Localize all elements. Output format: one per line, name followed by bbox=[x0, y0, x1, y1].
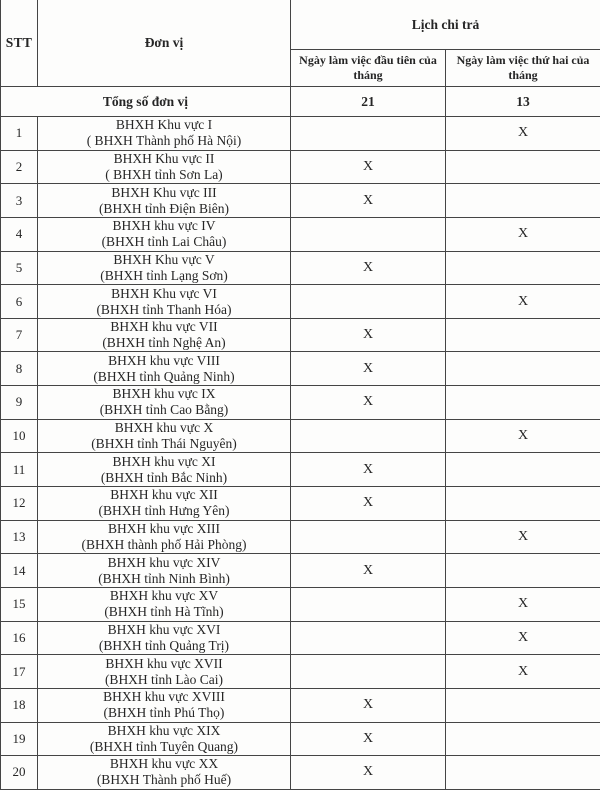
unit-cell bbox=[38, 386, 291, 420]
row-index: 10 bbox=[1, 420, 38, 454]
first-day-mark bbox=[291, 655, 446, 689]
unit-subname: (BHXH tỉnh Quảng Ninh) bbox=[93, 368, 235, 384]
unit-cell bbox=[38, 117, 291, 151]
unit-subname: (BHXH tỉnh Hà Tĩnh) bbox=[104, 604, 224, 620]
unit-name: BHXH khu vực IX bbox=[112, 386, 216, 402]
row-index: 11 bbox=[1, 453, 38, 487]
unit-subname: (BHXH tỉnh Lạng Sơn) bbox=[100, 267, 228, 283]
column-header-second-working-day: Ngày làm việc thứ hai của tháng bbox=[446, 50, 600, 87]
unit-subname: (BHXH tỉnh Cao Bằng) bbox=[99, 402, 229, 418]
unit-subname: (BHXH tỉnh Quảng Trị) bbox=[98, 637, 230, 653]
unit-name: BHXH khu vực XVII bbox=[105, 655, 223, 671]
first-day-mark: X bbox=[291, 252, 446, 286]
unit-subname: (BHXH tỉnh Lào Cai) bbox=[104, 671, 224, 687]
unit-cell bbox=[38, 487, 291, 521]
second-day-mark: X bbox=[446, 622, 600, 656]
row-index: 7 bbox=[1, 319, 38, 353]
row-index: 4 bbox=[1, 218, 38, 252]
first-day-mark bbox=[291, 218, 446, 252]
first-day-mark: X bbox=[291, 386, 446, 420]
summary-second-day-total: 13 bbox=[446, 87, 600, 117]
row-index: 9 bbox=[1, 386, 38, 420]
column-header-unit: Đơn vị bbox=[38, 0, 291, 87]
first-day-mark: X bbox=[291, 151, 446, 185]
first-day-mark bbox=[291, 420, 446, 454]
unit-cell bbox=[38, 252, 291, 286]
unit-subname: (BHXH tỉnh Thanh Hóa) bbox=[96, 301, 232, 317]
second-day-mark bbox=[446, 723, 600, 757]
unit-name: BHXH Khu vực II bbox=[113, 150, 215, 166]
second-day-mark: X bbox=[446, 420, 600, 454]
unit-cell bbox=[38, 756, 291, 790]
unit-cell bbox=[38, 184, 291, 218]
first-day-mark: X bbox=[291, 487, 446, 521]
second-day-mark bbox=[446, 352, 600, 386]
row-index: 2 bbox=[1, 151, 38, 185]
row-index: 5 bbox=[1, 252, 38, 286]
unit-cell bbox=[38, 588, 291, 622]
unit-subname: (BHXH tỉnh Phú Thọ) bbox=[103, 705, 225, 721]
unit-subname: ( BHXH tỉnh Sơn La) bbox=[105, 166, 223, 182]
unit-subname: (BHXH tỉnh Nghệ An) bbox=[102, 335, 226, 351]
unit-name: BHXH khu vực VII bbox=[110, 319, 218, 335]
unit-subname: (BHXH Thành phố Huế) bbox=[96, 772, 232, 788]
second-day-mark bbox=[446, 487, 600, 521]
row-index: 18 bbox=[1, 689, 38, 723]
second-day-mark bbox=[446, 453, 600, 487]
second-day-mark: X bbox=[446, 588, 600, 622]
unit-subname: (BHXH tỉnh Điện Biên) bbox=[98, 200, 230, 216]
first-day-mark bbox=[291, 117, 446, 151]
unit-cell bbox=[38, 655, 291, 689]
unit-subname: (BHXH tỉnh Ninh Bình) bbox=[98, 570, 230, 586]
first-day-mark: X bbox=[291, 689, 446, 723]
row-index: 6 bbox=[1, 285, 38, 319]
second-day-mark bbox=[446, 689, 600, 723]
column-header-payment-schedule: Lịch chi trả bbox=[291, 0, 600, 50]
summary-row-label: Tổng số đơn vị bbox=[1, 87, 291, 117]
unit-cell bbox=[38, 453, 291, 487]
first-day-mark: X bbox=[291, 453, 446, 487]
first-day-mark bbox=[291, 588, 446, 622]
unit-name: BHXH Khu vực I bbox=[115, 117, 213, 133]
second-day-mark bbox=[446, 386, 600, 420]
row-index: 17 bbox=[1, 655, 38, 689]
unit-subname: (BHXH tỉnh Lai Châu) bbox=[101, 234, 227, 250]
unit-subname: (BHXH tỉnh Bắc Ninh) bbox=[100, 469, 228, 485]
row-index: 8 bbox=[1, 352, 38, 386]
first-day-mark: X bbox=[291, 554, 446, 588]
first-day-mark: X bbox=[291, 723, 446, 757]
second-day-mark bbox=[446, 252, 600, 286]
row-index: 3 bbox=[1, 184, 38, 218]
column-header-first-working-day: Ngày làm việc đầu tiên của tháng bbox=[291, 50, 446, 87]
first-day-mark: X bbox=[291, 319, 446, 353]
unit-cell bbox=[38, 218, 291, 252]
first-day-mark: X bbox=[291, 184, 446, 218]
row-index: 1 bbox=[1, 117, 38, 151]
unit-cell bbox=[38, 151, 291, 185]
second-day-mark bbox=[446, 184, 600, 218]
unit-cell bbox=[38, 723, 291, 757]
row-index: 14 bbox=[1, 554, 38, 588]
first-day-mark bbox=[291, 622, 446, 656]
unit-subname: ( BHXH Thành phố Hà Nội) bbox=[86, 133, 242, 149]
unit-cell bbox=[38, 554, 291, 588]
unit-subname: (BHXH tỉnh Tuyên Quang) bbox=[89, 738, 239, 754]
unit-name: BHXH khu vực XIV bbox=[107, 554, 221, 570]
second-day-mark bbox=[446, 756, 600, 790]
unit-name: BHXH Khu vực III bbox=[111, 184, 217, 200]
unit-name: BHXH khu vực X bbox=[114, 420, 214, 436]
unit-cell bbox=[38, 622, 291, 656]
first-day-mark: X bbox=[291, 756, 446, 790]
unit-cell bbox=[38, 521, 291, 555]
second-day-mark bbox=[446, 151, 600, 185]
second-day-mark bbox=[446, 554, 600, 588]
row-index: 15 bbox=[1, 588, 38, 622]
unit-cell bbox=[38, 285, 291, 319]
second-day-mark bbox=[446, 319, 600, 353]
unit-cell bbox=[38, 319, 291, 353]
unit-name: BHXH khu vực VIII bbox=[108, 352, 220, 368]
first-day-mark: X bbox=[291, 352, 446, 386]
unit-name: BHXH khu vực XVIII bbox=[103, 689, 225, 705]
unit-cell bbox=[38, 689, 291, 723]
unit-name: BHXH khu vực XIII bbox=[108, 521, 220, 536]
unit-name: BHXH khu vực XV bbox=[109, 588, 219, 604]
unit-cell bbox=[38, 420, 291, 454]
row-index: 13 bbox=[1, 521, 38, 555]
unit-name: BHXH khu vực XI bbox=[112, 453, 216, 469]
row-index: 20 bbox=[1, 756, 38, 790]
unit-subname: (BHXH tỉnh Thái Nguyên) bbox=[91, 436, 237, 452]
unit-cell bbox=[38, 352, 291, 386]
unit-name: BHXH khu vực IV bbox=[112, 218, 216, 234]
second-day-mark: X bbox=[446, 285, 600, 319]
unit-name: BHXH khu vực XII bbox=[110, 487, 218, 503]
unit-subname: (BHXH thành phố Hải Phòng) bbox=[81, 537, 247, 552]
unit-name: BHXH khu vực XVI bbox=[107, 621, 221, 637]
unit-name: BHXH Khu vực V bbox=[113, 251, 215, 267]
unit-name: BHXH Khu vực VI bbox=[111, 285, 217, 301]
second-day-mark: X bbox=[446, 117, 600, 151]
unit-subname: (BHXH tỉnh Hưng Yên) bbox=[98, 503, 230, 519]
second-day-mark: X bbox=[446, 521, 600, 555]
row-index: 16 bbox=[1, 622, 38, 656]
row-index: 19 bbox=[1, 723, 38, 757]
column-header-stt: STT bbox=[1, 0, 38, 87]
row-index: 12 bbox=[1, 487, 38, 521]
first-day-mark bbox=[291, 285, 446, 319]
second-day-mark: X bbox=[446, 218, 600, 252]
summary-first-day-total: 21 bbox=[291, 87, 446, 117]
second-day-mark: X bbox=[446, 655, 600, 689]
unit-name: BHXH khu vực XIX bbox=[107, 722, 221, 738]
first-day-mark bbox=[291, 521, 446, 555]
unit-name: BHXH khu vực XX bbox=[109, 756, 219, 772]
